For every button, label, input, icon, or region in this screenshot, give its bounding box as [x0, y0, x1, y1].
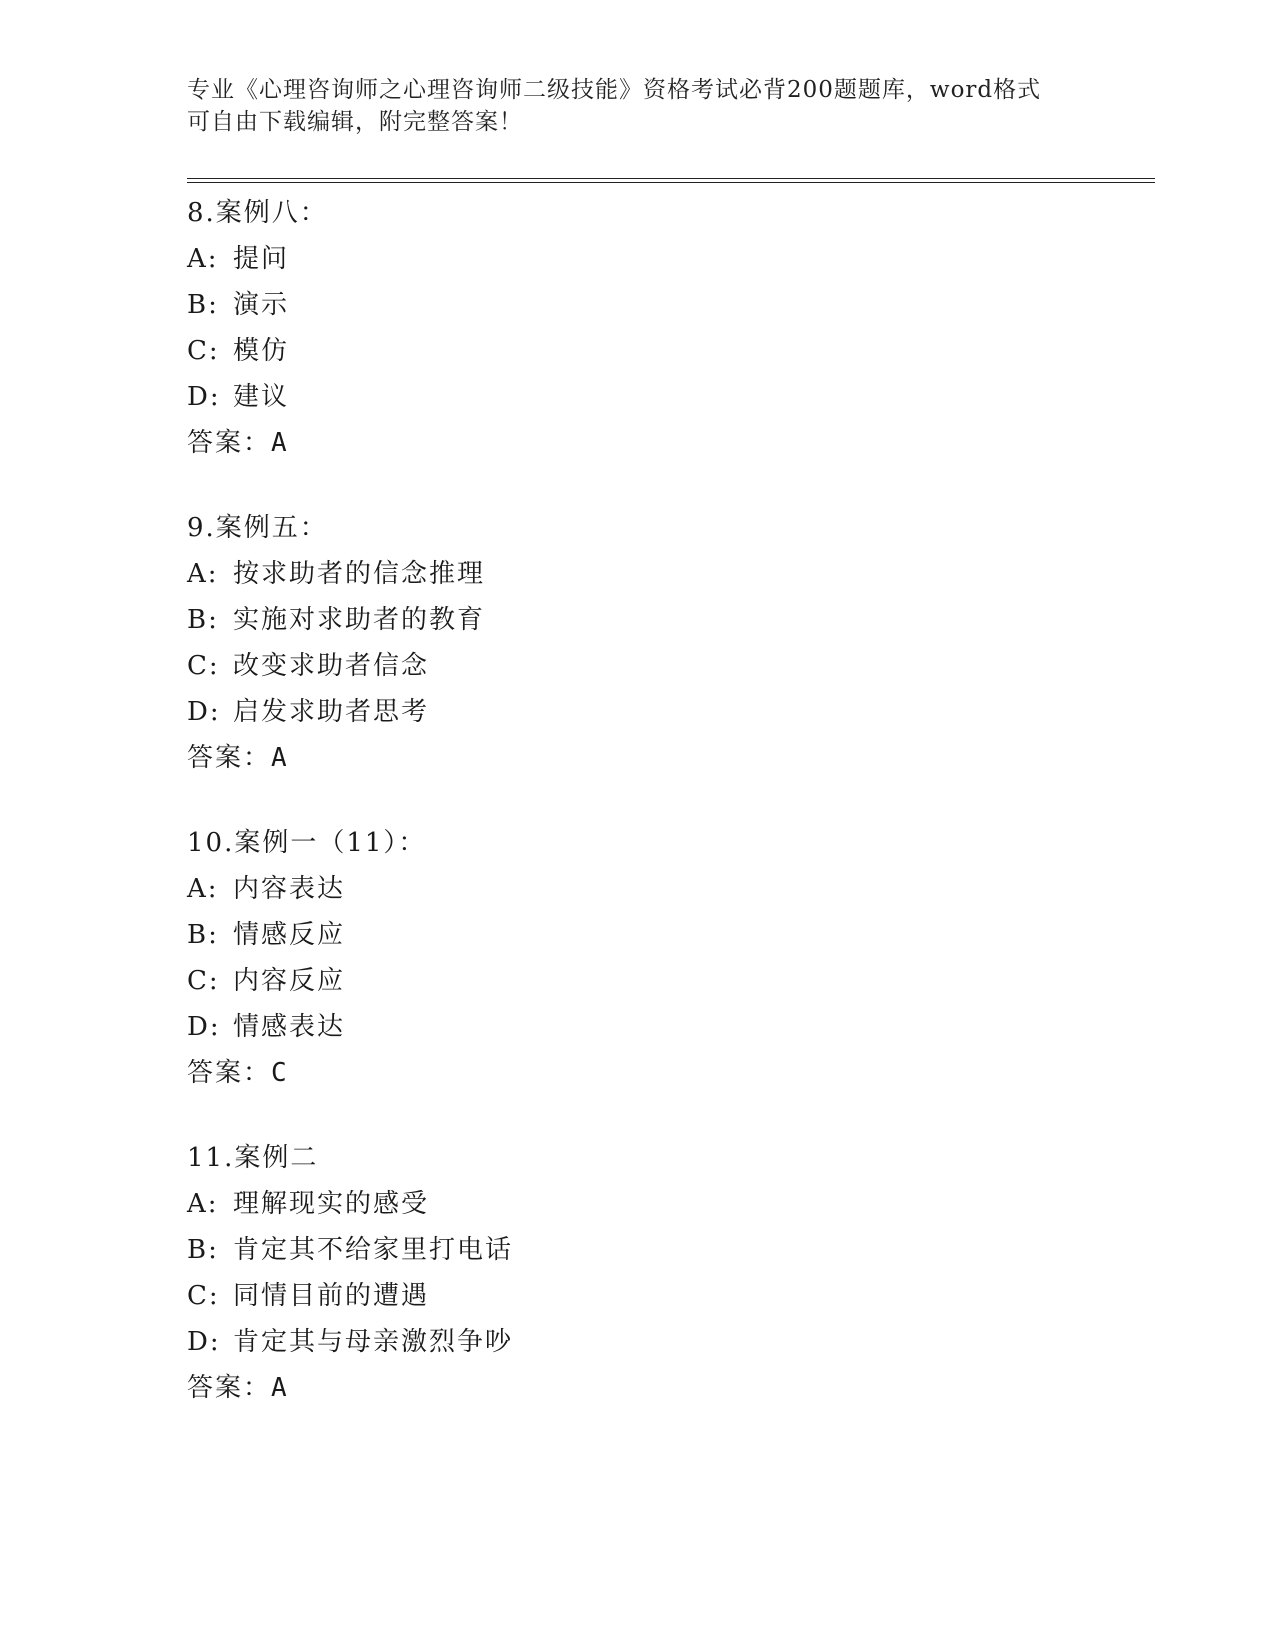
question-10	[187, 820, 1155, 1096]
answer	[187, 420, 1155, 466]
option-letter: C:	[187, 966, 220, 996]
answer-label: 答案：	[187, 428, 272, 458]
header-divider-top	[187, 178, 1155, 179]
option-text: 情感表达	[233, 1012, 346, 1042]
option-text: 模仿	[233, 336, 290, 366]
option-a	[187, 551, 1155, 597]
header-line-2: 可自由下载编辑，附完整答案！	[187, 109, 523, 135]
answer-value: A	[271, 1373, 289, 1403]
option-a	[187, 866, 1155, 912]
answer	[187, 735, 1155, 781]
option-d	[187, 374, 1155, 420]
option-letter: B:	[187, 1235, 219, 1265]
option-a	[187, 236, 1155, 282]
option-letter: A:	[187, 874, 219, 904]
answer-value: A	[271, 743, 289, 773]
answer-label: 答案：	[187, 1373, 272, 1403]
option-text: 肯定其与母亲激烈争吵	[233, 1327, 514, 1357]
option-letter: B:	[187, 290, 219, 320]
option-d	[187, 1004, 1155, 1050]
option-letter: C:	[187, 336, 220, 366]
option-text: 内容反应	[233, 966, 346, 996]
option-c	[187, 643, 1155, 689]
option-letter: D:	[187, 382, 221, 412]
option-letter: D:	[187, 697, 221, 727]
option-b	[187, 597, 1155, 643]
option-letter: D:	[187, 1327, 221, 1357]
option-text: 实施对求助者的教育	[233, 605, 486, 635]
option-text: 建议	[233, 382, 290, 412]
option-b	[187, 282, 1155, 328]
option-c	[187, 1273, 1155, 1319]
option-text: 演示	[233, 290, 290, 320]
option-text: 内容表达	[233, 874, 346, 904]
option-text: 按求助者的信念推理	[233, 559, 486, 589]
option-d	[187, 689, 1155, 735]
option-letter: C:	[187, 1281, 220, 1311]
option-a	[187, 1181, 1155, 1227]
answer-label: 答案：	[187, 1058, 272, 1088]
option-text: 情感反应	[233, 920, 346, 950]
question-title: 8.案例八：	[187, 198, 328, 228]
option-letter: C:	[187, 651, 220, 681]
question-8	[187, 190, 1155, 466]
option-letter: B:	[187, 920, 219, 950]
question-title: 11.案例二	[187, 1143, 319, 1173]
option-text: 启发求助者思考	[233, 697, 430, 727]
option-text: 理解现实的感受	[233, 1189, 430, 1219]
document-header	[187, 74, 1067, 138]
option-letter: A:	[187, 559, 219, 589]
answer-label: 答案：	[187, 743, 272, 773]
question-list	[187, 190, 1155, 1450]
header-divider-bottom	[187, 182, 1155, 183]
question-11	[187, 1135, 1155, 1411]
answer	[187, 1050, 1155, 1096]
question-title: 10.案例一（11）：	[187, 828, 427, 858]
option-b	[187, 1227, 1155, 1273]
option-c	[187, 328, 1155, 374]
answer-value: A	[271, 428, 289, 458]
answer-value: C	[271, 1058, 289, 1088]
answer	[187, 1365, 1155, 1411]
header-line-1: 专业《心理咨询师之心理咨询师二级技能》资格考试必背200题题库，word格式	[187, 77, 1042, 103]
option-c	[187, 958, 1155, 1004]
option-letter: D:	[187, 1012, 221, 1042]
option-b	[187, 912, 1155, 958]
option-letter: A:	[187, 244, 219, 274]
option-text: 改变求助者信念	[233, 651, 430, 681]
option-text: 提问	[233, 244, 290, 274]
option-letter: B:	[187, 605, 219, 635]
option-text: 肯定其不给家里打电话	[233, 1235, 514, 1265]
question-title: 9.案例五：	[187, 513, 328, 543]
option-d	[187, 1319, 1155, 1365]
option-text: 同情目前的遭遇	[233, 1281, 430, 1311]
option-letter: A:	[187, 1189, 219, 1219]
question-9	[187, 505, 1155, 781]
